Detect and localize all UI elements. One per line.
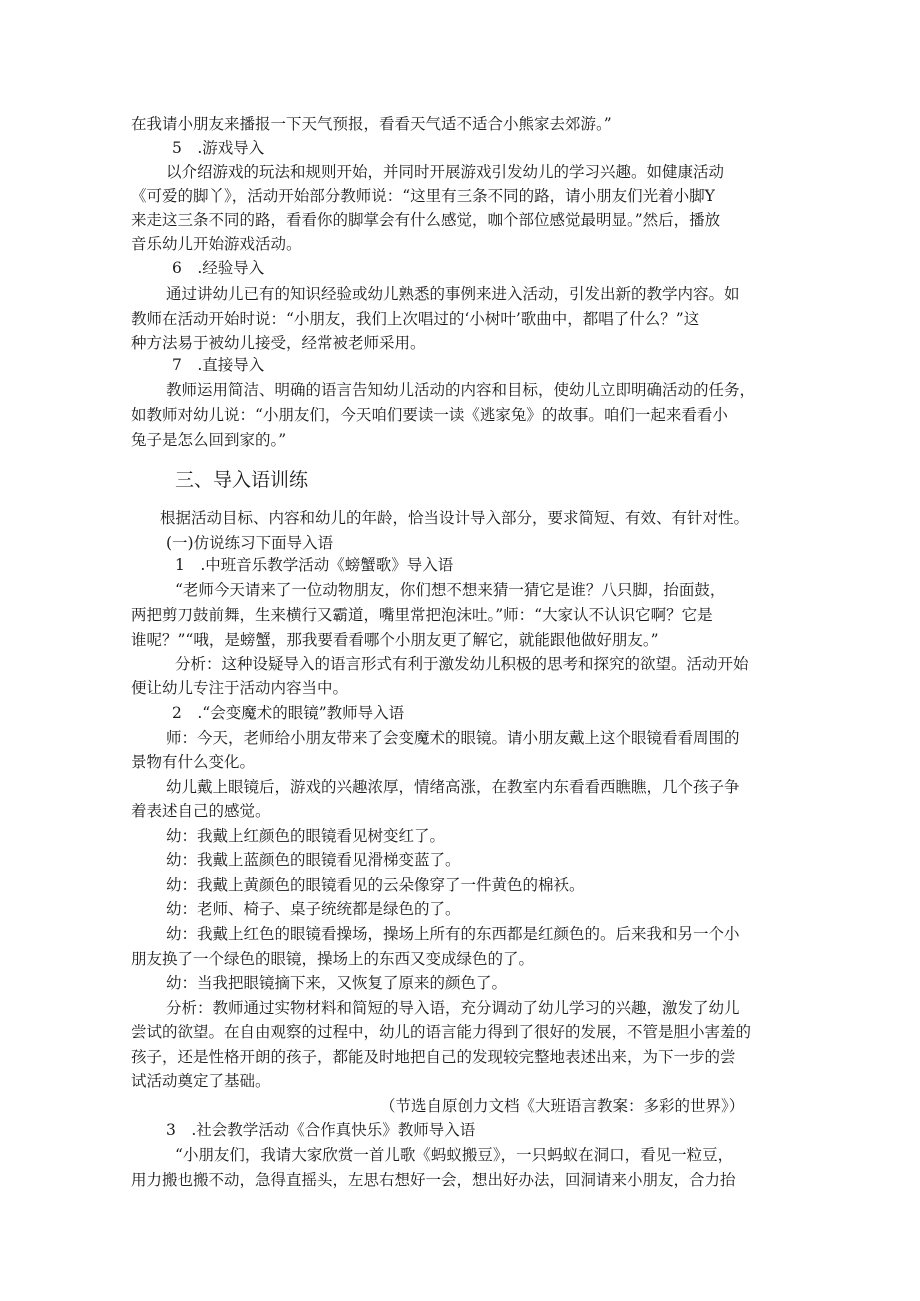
body-text-line: 朋友换了一个绿色的眼镜，操场上的东西又变成绿色的了。 <box>131 950 535 968</box>
subsection-heading: 5 .游戏导入 <box>172 139 265 157</box>
body-text-line: 分析：教师通过实物材料和简短的导入语，充分调动了幼儿学习的兴趣，激发了幼儿 <box>166 999 740 1017</box>
subsection-heading: 7 .直接导入 <box>172 356 265 374</box>
body-text-line: 来走这三条不同的路，看看你的脚掌会有什么感觉，咖个部位感觉最明显。”然后，播放 <box>131 211 721 229</box>
body-text-line: 分析：这种设疑导入的语言形式有利于激发幼儿积极的思考和探究的欲望。活动开始 <box>175 655 749 673</box>
body-text-line: 如教师对幼儿说：“小朋友们，今天咱们要读一读《逃家兔》的故事。咱们一起来看看小 <box>131 406 728 424</box>
body-text-line: 通过讲幼儿已有的知识经验或幼儿熟悉的事例来进入活动，引发出新的教学内容。如 <box>166 285 740 303</box>
subsection-heading: 2 .“会变魔术的眼镜”教师导入语 <box>172 704 405 722</box>
body-text-line: 教师在活动开始时说：“小朋友，我们上次唱过的‘小树叶’歌曲中，都唱了什么？”这 <box>131 310 700 328</box>
subsection-heading: 3 .社会教学活动《合作真快乐》教师导入语 <box>166 1121 476 1139</box>
subsection-heading: (一)仿说练习下面导入语 <box>166 534 334 552</box>
body-text-line: 在我请小朋友来播报一下天气预报，看看天气适不适合小熊家去郊游。” <box>131 115 612 133</box>
body-text-line: 便让幼儿专注于活动内容当中。 <box>131 679 349 697</box>
dialogue-line: 幼：老师、椅子、桌子统统都是绿色的了。 <box>166 900 461 918</box>
body-text-line: 景物有什么变化。 <box>131 753 256 771</box>
subsection-heading: 1 .中班音乐教学活动《螃蟹歌》导入语 <box>175 556 454 574</box>
body-text-line: 师：今天，老师给小朋友带来了会变魔术的眼镜。请小朋友戴上这个眼镜看看周围的 <box>166 729 740 747</box>
body-text-line: “小朋友们，我请大家欣赏一首儿歌《蚂蚁搬豆》，一只蚂蚁在洞口，看见一粒豆， <box>175 1146 734 1164</box>
body-text-line: “老师今天请来了一位动物朋友，你们想不想来猜一猜它是谁？八只脚，抬面鼓， <box>175 581 726 599</box>
body-text-line: 音乐幼儿开始游戏活动。 <box>131 235 302 253</box>
body-text-line: 谁呢？”“哦，是螃蟹，那我要看看哪个小朋友更了解它，就能跟他做好朋友。” <box>131 631 659 649</box>
body-text-line: 着表述自己的感觉。 <box>131 802 271 820</box>
dialogue-line: 幼：当我把眼镜摘下来，又恢复了原来的颜色了。 <box>166 974 508 992</box>
body-text-line: 两把剪刀鼓前舞，生来横行又霸道，嘴里常把泡沫吐。”师：“大家认不认识它啊？它是 <box>131 606 713 624</box>
dialogue-line: 幼：我戴上蓝颜色的眼镜看见滑梯变蓝了。 <box>166 851 461 869</box>
body-text-line: 教师运用简洁、明确的语言告知幼儿活动的内容和目标，使幼儿立即明确活动的任务， <box>166 381 756 399</box>
body-text-line: 以介绍游戏的玩法和规则开始，并同时开展游戏引发幼儿的学习兴趣。如健康活动 <box>166 163 725 181</box>
section-heading: 三、导入语训练 <box>175 469 309 491</box>
dialogue-line: 幼：我戴上红颜色的眼镜看见树变红了。 <box>166 827 446 845</box>
body-text-line: 《可爱的脚丫》，活动开始部分教师说：“这里有三条不同的路，请小朋友们光着小脚Y <box>131 187 715 205</box>
body-text-line: 幼儿戴上眼镜后，游戏的兴趣浓厚，情绪高涨，在教室内东看看西瞧瞧，几个孩子争 <box>166 778 740 796</box>
subsection-heading: 6 .经验导入 <box>172 259 265 277</box>
body-text-line: 种方法易于被幼儿接受，经常被老师采用。 <box>131 334 426 352</box>
body-text-line: 用力搬也搬不动，急得直摇头，左思右想好一会，想出好办法，回洞请来小朋友，合力抬 <box>131 1171 736 1189</box>
body-text-line: 试活动奠定了基础。 <box>131 1072 271 1090</box>
source-citation: （节选自原创力文档《大班语言教案：多彩的世界》） <box>380 1097 745 1115</box>
dialogue-line: 幼：我戴上红色的眼镜看操场，操场上所有的东西都是红颜色的。后来我和另一个小 <box>166 925 740 943</box>
body-text-line: 孩子，还是性格开朗的孩子，都能及时地把自己的发现较完整地表述出来，为下一步的尝 <box>131 1048 736 1066</box>
body-text-line: 兔子是怎么回到家的。” <box>131 431 287 449</box>
dialogue-line: 幼：我戴上黄颜色的眼镜看见的云朵像穿了一件黄色的棉袄。 <box>166 876 585 894</box>
body-text-line: 根据活动目标、内容和幼儿的年龄，恰当设计导入部分，要求简短、有效、有针对性。 <box>160 509 750 527</box>
body-text-line: 尝试的欲望。在自由观察的过程中，幼儿的语言能力得到了很好的发展，不管是胆小害羞的 <box>131 1023 752 1041</box>
